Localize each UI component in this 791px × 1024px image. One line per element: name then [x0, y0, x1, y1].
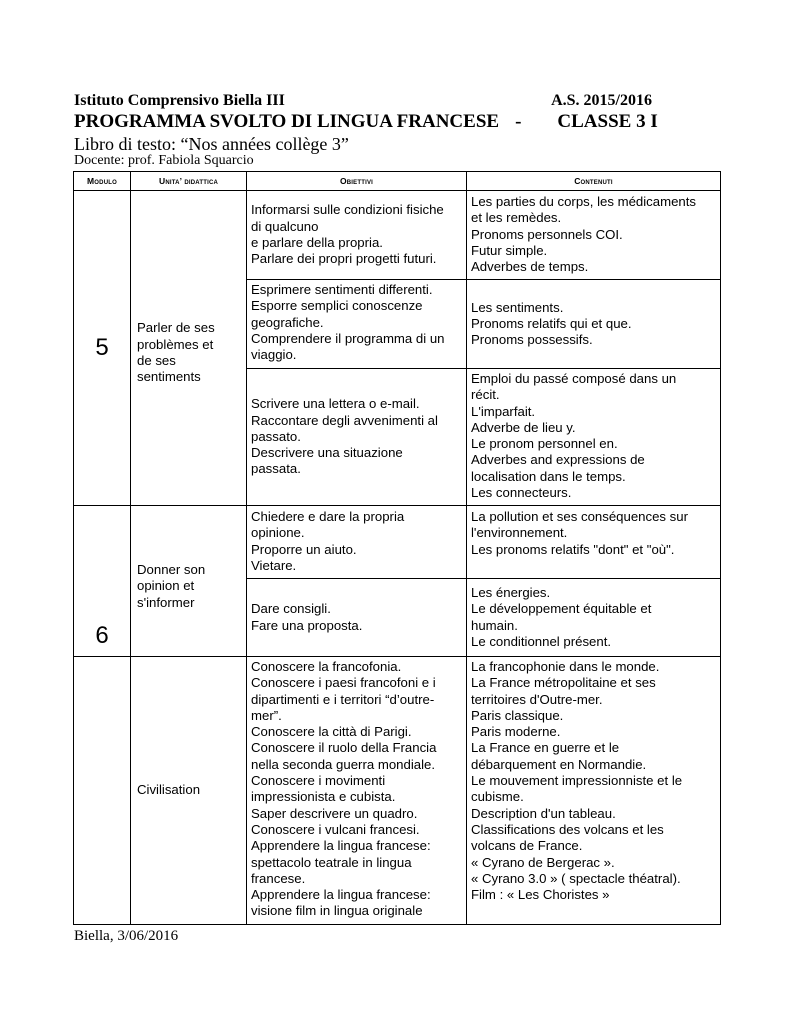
unit-line: s'informer	[137, 594, 195, 610]
content-line: volcans de France.	[471, 838, 583, 854]
content-line: La France en guerre et le	[471, 740, 620, 756]
unit-line: opinion et	[137, 578, 195, 594]
contents-cell	[467, 506, 721, 579]
textbook-line: Libro di testo: “Nos années collège 3”	[74, 134, 349, 154]
objectives-cell	[247, 280, 467, 369]
unit-line: Parler de ses	[137, 320, 215, 336]
unit-line: de ses	[137, 353, 176, 368]
objective-line: e parlare della propria.	[251, 235, 383, 250]
table-row	[74, 191, 721, 280]
objectives-cell	[247, 369, 467, 506]
objective-line: Scrivere una lettera o e-mail.	[251, 396, 420, 412]
contents-cell	[467, 280, 721, 369]
objective-line: di qualcuno	[251, 218, 319, 234]
objective-line: Proporre un aiuto.	[251, 541, 357, 557]
objective-line: Apprendere la lingua francese:	[251, 887, 431, 903]
objective-line: Saper descrivere un quadro.	[251, 805, 418, 821]
objectives-cell	[247, 191, 467, 280]
header-school-line	[74, 92, 652, 110]
unit-line: sentiments	[137, 369, 201, 385]
objective-line: Conoscere la francofonia.	[251, 659, 402, 674]
unit-cell-6	[131, 506, 247, 657]
objective-line: Comprendere il programma di un	[251, 330, 445, 346]
objective-line: viaggio.	[251, 347, 297, 363]
content-line: cubisme.	[471, 789, 524, 805]
program-title: PROGRAMMA SVOLTO DI LINGUA FRANCESE	[74, 111, 500, 132]
objective-line: Esprimere sentimenti differenti.	[251, 282, 433, 297]
objective-line: opinione.	[251, 525, 305, 541]
objective-line: nella seconda guerra mondiale.	[251, 756, 436, 772]
content-line: débarquement en Normandie.	[471, 756, 647, 772]
content-line: La France métropolitaine et ses	[471, 675, 656, 691]
module-number-6: 6	[74, 506, 131, 657]
module-number-empty	[74, 657, 131, 925]
content-line: localisation dans le temps.	[471, 468, 626, 484]
unit-line: Civilisation	[137, 782, 201, 798]
program-table	[73, 171, 721, 925]
content-line: Adverbe de lieu y.	[471, 419, 576, 435]
school-year: A.S. 2015/2016	[551, 92, 652, 109]
content-line: Paris moderne.	[471, 724, 561, 740]
content-line: L'imparfait.	[471, 403, 536, 419]
objectives-cell	[247, 579, 467, 657]
objective-line: Dare consigli.	[251, 601, 331, 617]
objective-line: Vietare.	[251, 557, 297, 573]
objective-line: Esporre semplici conoscenze	[251, 298, 423, 314]
module-number-5: 5	[74, 191, 131, 506]
objective-line: Conoscere la città di Parigi.	[251, 724, 412, 740]
objective-line: Descrivere una situazione	[251, 445, 403, 461]
objective-line: Fare una proposta.	[251, 617, 363, 633]
content-line: l'environnement.	[471, 525, 568, 541]
table-row	[74, 506, 721, 579]
header-unita: Unita’ didattica	[131, 172, 247, 191]
content-line: Le mouvement impressionniste et le	[471, 773, 683, 789]
contents-cell	[467, 191, 721, 280]
content-line: et les remèdes.	[471, 210, 562, 226]
content-line: Le pronom personnel en.	[471, 436, 618, 452]
content-line: Pronoms possessifs.	[471, 332, 593, 348]
header-modulo: Modulo	[74, 172, 131, 191]
objective-line: Conoscere i paesi francofoni e i	[251, 675, 436, 691]
table-row	[74, 657, 721, 925]
objective-line: dipartimenti e i territori “d’outre-	[251, 691, 435, 707]
objective-line: passato.	[251, 428, 301, 444]
objective-line: visione film in lingua originale	[251, 903, 423, 919]
content-line: « Cyrano de Bergerac ».	[471, 854, 615, 870]
objective-line: francese.	[251, 870, 306, 886]
content-line: Pronoms relatifs qui et que.	[471, 315, 632, 331]
footer-place-date: Biella, 3/06/2016	[74, 928, 179, 944]
content-line: territoires d'Outre-mer.	[471, 691, 603, 707]
contents-cell	[467, 657, 721, 925]
content-line: Le développement équitable et	[471, 601, 652, 617]
content-line: Les connecteurs.	[471, 485, 572, 501]
unit-line: problèmes et	[137, 336, 214, 352]
objective-line: Conoscere i vulcani francesi.	[251, 821, 420, 837]
header-contenuti: Contenuti	[467, 172, 721, 191]
content-line: Film : « Les Choristes »	[471, 887, 610, 903]
objective-line: passata.	[251, 461, 301, 477]
unit-cell-civilisation	[131, 657, 247, 925]
unit-cell-5	[131, 191, 247, 506]
content-line: Les parties du corps, les médicaments	[471, 194, 697, 209]
teacher-line: Docente: prof. Fabiola Squarcio	[74, 153, 254, 168]
objectives-cell	[247, 657, 467, 925]
unit-line: Donner son	[137, 562, 206, 577]
content-line: Description d'un tableau.	[471, 805, 616, 821]
content-line: Paris classique.	[471, 707, 564, 723]
content-line: Adverbes and expressions de	[471, 452, 645, 468]
objective-line: geografiche.	[251, 314, 324, 330]
objective-line: spettacolo teatrale in lingua	[251, 854, 412, 870]
header-obiettivi: Obiettivi	[247, 172, 467, 191]
content-line: récit.	[471, 387, 500, 403]
class-name: CLASSE 3 I	[557, 111, 658, 132]
school-name: Istituto Comprensivo Biella III	[74, 92, 285, 109]
header-program-line	[74, 111, 658, 133]
objective-line: mer”.	[251, 707, 282, 723]
objective-line: Conoscere i movimenti	[251, 773, 386, 789]
content-line: Futur simple.	[471, 242, 548, 258]
content-line: La pollution et ses conséquences sur	[471, 509, 689, 524]
title-dash: -	[515, 111, 522, 132]
content-line: La francophonie dans le monde.	[471, 659, 660, 674]
contents-cell	[467, 369, 721, 506]
content-line: Les sentiments.	[471, 299, 564, 315]
objective-line: Raccontare degli avvenimenti al	[251, 412, 438, 428]
objective-line: impressionista e cubista.	[251, 789, 396, 805]
contents-cell	[467, 579, 721, 657]
objective-line: Chiedere e dare la propria	[251, 509, 405, 524]
content-line: « Cyrano 3.0 » ( spectacle théatral).	[471, 870, 681, 886]
content-line: Adverbes de temps.	[471, 259, 589, 275]
content-line: Les pronoms relatifs "dont" et "où".	[471, 541, 675, 557]
table-header-row	[74, 172, 721, 191]
objective-line: Informarsi sulle condizioni fisiche	[251, 202, 444, 218]
content-line: Le conditionnel présent.	[471, 633, 612, 649]
content-line: Classifications des volcans et les	[471, 821, 664, 837]
objective-line: Conoscere il ruolo della Francia	[251, 740, 437, 756]
objective-line: Parlare dei propri progetti futuri.	[251, 251, 437, 267]
content-line: Pronoms personnels COI.	[471, 226, 623, 242]
content-line: humain.	[471, 617, 518, 633]
content-line: Emploi du passé composé dans un	[471, 371, 677, 386]
objective-line: Apprendere la lingua francese:	[251, 838, 431, 854]
content-line: Les énergies.	[471, 584, 551, 600]
objectives-cell	[247, 506, 467, 579]
